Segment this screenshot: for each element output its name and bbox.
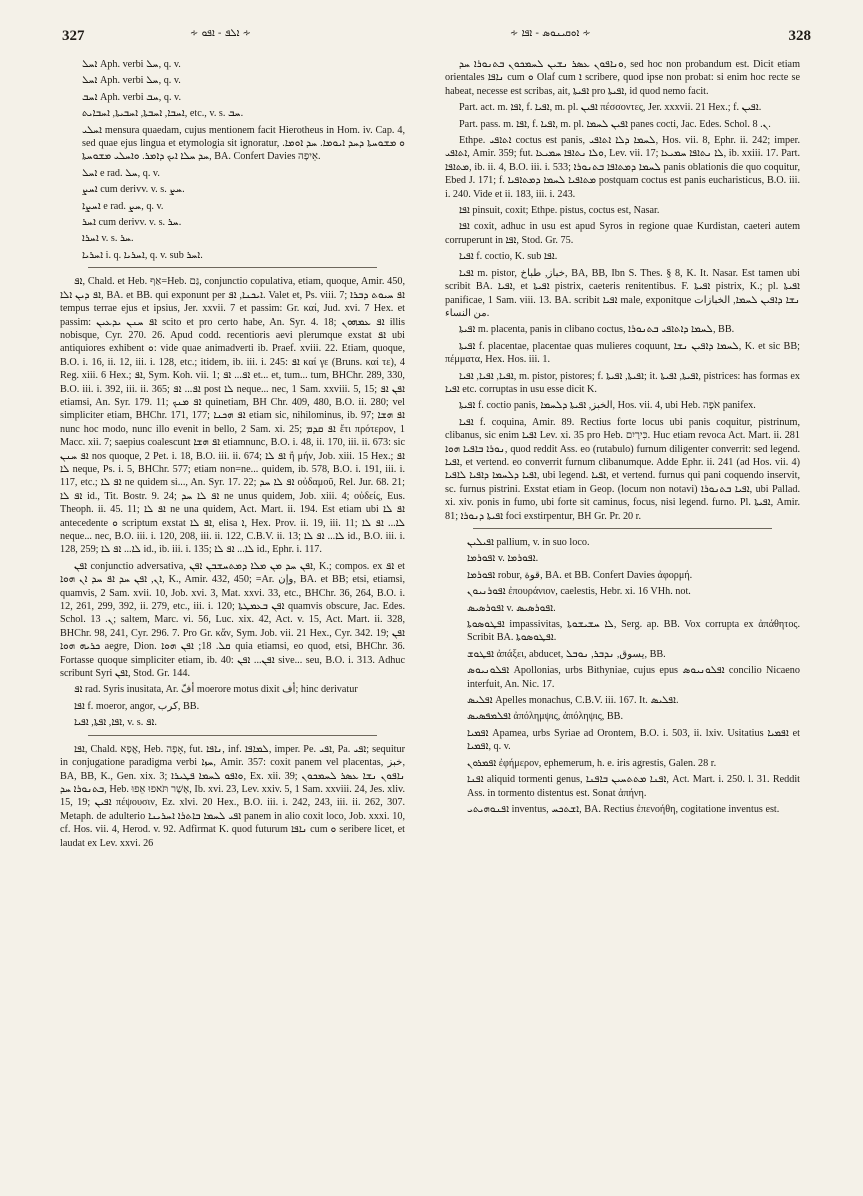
entry-apha: ܐܦܐ, Chald. אֲפָא, Heb. אָפָה, fut. ܢܐܦܐ, inf. ܠܡܐܦܐ, imper. Pe. ܐܦܝ, Pa. ܐܦܝ; sequitur in conjugatione paradigma verbi ܚܙܐ, Amir. 357: coxit panem vel placentas, خبز, BA, BB, K., Gen. xix. 3; ܘܐܦܘ ܠܚܡܐ ܦܛܝܪܐ, Ex. xii. 39; ܢܐܦܘܢ ܢܫܐ ܥܣܪ ܠܚܡܟܘܢ ܒܬܢܘܪܐ ܚܕ, Heb. אָשָׁר תֹּאפוּ אֵפוּ, Ib. xvi. 23, Lev. xxiv. 5, 1 Sam. xxviii. 24, Jes. xliv. 15, 19; ܐܦܝܢ πέψουσιν, Ez. xlvi. 20 Hex., B.O. iii. i. 242, 243, iii. ii. 262, 307. Metaph. de adulterio ܐܦܝ ܠܚܡܐ ܒܐܬܪܐ ܐܚܪܝܢܐ panem in alio coxit loco, Job. xxxi. 10, cf. Hos. vii. 4, Herod. v. 92. Adfirmat K. quod futurum ܢܐܦܐ cum ܘ seribere licet, et laudat ex Lev. xxvi. 26 [60, 743, 406, 849]
dictionary-entry: ܐܦܘܪܡܐ v. ܐܦܘܪܡܐ. [467, 553, 539, 565]
dictionary-paragraph: ܐܦܐ coxit, adhuc in usu est apud Syros in regione quae Kurdistan, caeteri autem corruperunt in ܐܦܐ, Stod. Gr. 75. [445, 221, 800, 246]
dictionary-paragraph: ܐܦܝܬܐ f. coctio panis, الخبز, ܐܦܝܬܐ ܕܠܚܡܐ, Hos. vii. 4, ubi Heb. אֹפֶה panifex. [459, 400, 756, 412]
dictionary-paragraph: ܐܦܢ conjunctio adversativa, ܐܦܢ ܚܕ ܡܢ ܡܠܐ ܕܡܬܚܫܒܢ ܐܦܢ, K.; compos. ex ܐܦ et ܐܢ, ܐܦܢ ܚܕ ܐܦ ܚܕ ܐܢ ܗܘܐ, K., Amir. 432, 450; =Ar. وإن, BA. et BB; etsi, etiamsi, quamvis, 2 Sam. xvii. 10, Job. xvi. 3, Mat. xxvi. 33, etc., BHChr. 36, 264, B.O. i. 12, 261, 299, 392, ii. 279, etc., iii. i. 120; ܐܦܢ ܒܥܡܛܬܐ quamvis obscure, Jac. Edes. Schol. ܢ. 13; saltem, Marc. vi. 56, Luc. xix. 42, Act. v. 15, Act. Mart. ii. 328, BHChr. 98, 241, Cyr. 296. 7. Pro Gr. κἄν, Sym. Job. vii. 21 Hex., Cyr. 342. 19; ܐܦܢ ܟܪܝܗ ܗܘܐ aegre, Dion. ܩܠ. 18; ܐܦܢ ܗܘܐ quia etiamsi, eo quod, etsi, BHChr. 36. Fortasse quoque simpliciter etiam, ib. 40: ܐܦܢ... ܐܦܢ sive... seu, B.O. i. 313. Adhuc scribunt Syri ܐܦܢ, Stod. Gr. 144. [60, 560, 406, 680]
left-page-number: 327 [62, 28, 85, 44]
left-paragraphs [60, 275, 405, 729]
section-rule [88, 267, 378, 268]
dictionary-paragraph: ܐܦܝܐ, ܐܦܝܐ, ܐܦܝܐ, m. pistor, pistores; f. ܐܦܝܬܐ, ܐܦܝܬܐ; it. ܐܦܝܬܐ, ܐܦܝܬܐ, pistrices: has formas ex ܐܦܝܐ etc. corruptas in usu esse dicit K. [445, 370, 800, 395]
section-rule [88, 735, 378, 736]
dictionary-entry: ܐܦܘܪܣܝܣ v. ܐܦܘܪܣܝܣ. [467, 602, 556, 614]
dictionary-entry: ܐܦܛܘܫ ἀπάξει, abducet, يسوق, ܢܕܒܪ, ܢܘܒܠ, BB. [467, 648, 666, 660]
dictionary-entry: ܐܦܠܝܣ Apelles monachus, C.B.V. iii. 167. It. ܐܦܠܝܣ. [467, 695, 679, 707]
dictionary-entry: ܐܚܨܐ e rad. ܚܨ, q. v. [82, 200, 164, 212]
dictionary-paragraph: ܐܦܐ f. moeror, angor, كرب, BB. [74, 700, 200, 712]
right-paragraphs [445, 58, 800, 523]
dictionary-paragraph: ܐܦܝܐ f. coquina, Amir. 89. Rectius forte locus ubi panis coquitur, pistrinum, clibanus, sic enim ܐܦܝܐ Lev. xi. 35 pro Heb. כִּירַיִם. Huc etiam revoca Act. Mart. ii. 281 ܢܘܪܐ ܒܐܦܝܐ ܗܘܐ, quod reddit Ass. eo (rutabulo) furnum diligenter converrit: sed legend. ܐܦܝܐ, et vertend. eo converrit furnum clibanumque. Adde Ephr. ii. 241 (ad Hos. vii. 4) ܐܦܝܐ ܕܠܚܡܐ ܕܐܦܝܐ ܠܐܦܝܐ, ubi legend. ܐܦܝܐ, et vertend. furnus qui pani coquendo inservit, sc. furnus pistrini. Exstat etiam in Geop. (locum non notavi) ܐܦܝܐ ܒܬܢܘܪܐ, ubi Pallad. xi. xiv. ponis in fumo, ubi forte sit caminus, focus, nisi legend. furno. Pl. ܐܦܝܬܐ, Amir. 81; ܐܦܝܬܐ ܕܢܘܪܐ foci exstirpentur, BH Gr. Pr. 20 r. [445, 416, 801, 522]
dictionary-paragraph: ܘܢܐܦܘܢ ܥܣܪ ܢܫܝܢ ܠܚܡܟܘܢ ܒܬܢܘܪܐ ܚܕ, sed hoc non probandum est. Dicit etiam orientales ܢܐܦܐ cum ܘ Olaf cum ܐ scribere, quod ipse non probat: si enim hoc recte se habeat, necesse est scribas, ait, ܐܦܝܬܐ pro ܐܦܝܬܐ, id quod nemo facit. [445, 59, 800, 97]
dictionary-entry: ܐܚܠ Aph. verbi ܚܠ, q. v. [82, 59, 181, 70]
dictionary-entry: ܐܚܠ Aph. verbi ܚܠ, q. v. [82, 75, 181, 87]
left-running-title: ∻ ܐܠܦ - ܐܦܘ ∻ [190, 28, 251, 39]
dictionary-entry: ܐܦܝܠܝܢ pallium, v. in suo loco. [467, 537, 590, 548]
dictionary-entry: ܐܦܠܘܢܝܘܣ Apollonias, urbs Bithyniae, cujus epus ܐܦܠܘܢܝܘܣ concilio Nicaeno interfuit, An. Nic. 17. [467, 665, 800, 690]
dictionary-entry: ܐܚܒ Aph. verbi ܚܒ, q. v. [82, 91, 182, 103]
right-short-entries [445, 536, 800, 816]
dictionary-paragraph: ܐܦ rad. Syris inusitata, Ar. أفّ moerore motus dixit أف; hinc derivatur [74, 684, 358, 696]
left-short-entries [60, 58, 405, 262]
dictionary-paragraph: Part. pass. m. ܐܦܐ, f. ܐܦܝܐ, m. pl. ܐܦܝܢ ܠܚܡܐ panes cocti, Jac. Edes. Schol. ܢ. 8. [459, 118, 771, 130]
dictionary-entry: ܐܚܠܝ mensura quaedam, cujus mentionem facit Hierotheus in Hom. iv. Cap. 4, sed quae ejus lingua et etymologia sit ignoratur, ܘ ܡܫܘܚܬܐ ܕܚܕ ܐܝܘܡܐ. ܚܕ ܐܘܡܐ. ܚܕ ܚܠܐ ܐܝܟ ܕܐܡܪ. ܘܐܚܠܝ ܡܫܘܚܬܐ, BA. Confert Davies אֵיפָה. [82, 124, 405, 163]
dictionary-paragraph: ܐܦܐ, ܐܦܬܐ, ܐܦܝܐ, v. s. ܐܦ. [74, 717, 157, 729]
dictionary-entry: ܐܦܡܪܘܢ ἐφήμερον, ephemerum, h. e. iris agrestis, Galen. 28 r. [467, 757, 717, 769]
dictionary-paragraph: ܐܦܝܬܐ f. placentae, placentae quas mulieres coquunt, ܠܚܡܐ ܕܐܦܝܢ ܢܫܐ, K. et sic BB; πέμματα, Hex. Hos. iii. 1. [445, 340, 800, 366]
right-running-title: ∻ ܐܘܩܝܢܘܣ - ܐܦܐ ∻ [510, 28, 591, 39]
dictionary-entry: ܐܚܪ cum derivv. v. s. ܚܪ. [82, 217, 182, 229]
dictionary-entry: ܐܦܢܐ aliquid tormenti genus, ܐܦܢܐ ܡܬܬܚܝܢ ܒܐܦܢܐ, Act. Mart. i. 250. l. 31. Reddit Ass. in tormento distentus est. Sonat ἀπήνη. [467, 774, 800, 799]
dictionary-entry: ܐܦܢܘܗܝܬܝ inventus, ܐܫܬܟܚ, BA. Rectius ἐπενοήθη, cogitatione inventus est. [467, 803, 780, 815]
dictionary-entry: ܐܦܛܘܣܘܬܐ impassivitas, ܠܐ ܚܫܝܫܘܬܐ, Serg. ap. BB. Vox corrupta ex ἀπάθητος. Scribit BA. ܐܦܛܘܣܘܬܐ. [467, 619, 801, 644]
dictionary-entry: ܐܚܪܝܐ i. q. ܐܚܪܝܐ, q. v. sub ܐܚܪ. [82, 249, 203, 261]
dictionary-paragraph: ܐܦܝܬܐ m. placenta, panis in clibano coctus, ܠܚܡܐ ܕܐܬܐܦܝ ܒܬܢܘܪܐ, BB. [459, 324, 735, 336]
dictionary-paragraph: Part. act. m. ܐܦܐ, f. ܐܦܝܐ, m. pl. ܐܦܝܢ πέσσοντες, Jer. xxxvii. 21 Hex.; f. ܐܦܝܢ. [459, 102, 762, 114]
dictionary-entry: ܐܚܨ cum derivv. v. s. ܚܨ. [82, 184, 185, 196]
dictionary-paragraph: Ethpe. ܐܬܐܦܝ coctus est panis, ܠܚܡܐ ܕܠܐ ܐܬܐܦܝ, Hos. vii. 8, Ephr. ii. 242; imper. ܐܬܐܦܝ, Amir. 359; fut. ܘܠܐ ܢܬܐܦܐ ܚܡܝܥܐ, Lev. vii. 17; ܠܐ ܢܬܐܦܐ ܚܡܝܥܐ, ib. xxiii. 17. Part. ܡܬܐܦܐ, ib. ii. 4, B.O. iii. i. 533; ܠܚܡܐ ܕܡܬܐܦܐ ܒܬܢܘܪܐ panis oblationis die quo coquitur, Ebed J. 171; f. ܡܬܐܦܝܐ ܠܚܡܐ ܕܡܬܐܦܝܐ postquam coctus est panis eucharisticus, B.O. iii. i. 240. Vide et ii. 183, iii. i. 243. [445, 135, 801, 200]
section-rule [473, 528, 771, 529]
dictionary-entry: ܐܚܪܐ v. s. ܚܪ. [82, 233, 134, 245]
dictionary-entry: ܐܦܘܪܡܐ robur, قوة, BA. et BB. Confert Davies ἀφορμή. [467, 569, 693, 581]
dictionary-paragraph: ܐܦܝܐ m. pistor, خباز, طباخ, BA, BB, Ibn S. Thes. § 8, K. It. Nasar. Est tamen ubi scribit BA. ܐܦܝܐ, et ܐܦܝܬܐ pistrix, caeteris renitentibus. F. ܐܦܝܬܐ pistrix, K.; pl. ܐܦܝܬܐ panificae, 1 Sam. viii. 13. BA. scribit ܐܦܝܐ male, exponitque ܢܫܐ ܕܐܦܝܢ ܠܚܡܐ, الخبازات من النساء. [445, 267, 800, 319]
dictionary-entry: ܐܦܡܝܐ Apamea, urbs Syriae ad Orontem, B.O. i. 503, ii. lxiv. Usitatius ܐܦܡܝܐ et ܐܦܡܝܐ, q. v. [467, 727, 800, 753]
left-column [60, 58, 405, 853]
right-page-number: 328 [788, 28, 811, 44]
dictionary-paragraph: ܐܦܝܐ f. coctio, K. sub ܐܦܐ. [459, 251, 558, 263]
dictionary-entry: ܐܚܒܐ, ܐܚܒܬܐ, ܐܚܒܝܬܐ, ܐܚܒܐܝܬ, etc., v. s. ܚܒ. [82, 108, 244, 120]
dictionary-entry: ܐܦܘܪܢܝܘܢ ἐπουράνιον, caelestis, Hebr. xi. 16 VHh. not. [467, 586, 691, 598]
dictionary-entry: ܐܦܠܡܦܣܝܣ ἀπόλημψις, ἀπόληψις, BB. [467, 711, 624, 723]
dictionary-paragraph: ܐܦܐ pinsuit, coxit; Ethpe. pistus, coctus est, Nasar. [459, 205, 660, 217]
dictionary-entry: ܐܚܠ e rad. ܚܠ, q. v. [82, 167, 160, 179]
dictionary-paragraph: ܐܦ, Chald. et Heb. אַף=Heb. גַּם, conjunctio copulativa, etiam, quoque, Amir. 450, ܐܦ ܕܝܢ ܐܠܐ, BA. et BB. qui exponunt per ܐܝܟܢܐ, ܐܦ. Valet et, Ps. viii. 7; ܐܦ ܚܝܘܬ ܕܒܪܐ tempus terrae ejus et ipsius, Jer. xxvii. 7 et passim: Gr. καί, Jud. xvi. 7 Hex. et passim: ܐܦ ܚܢܢ ܝܕܥܝܢ scito et pro certo habe, An. Syr. 4. 18; ܐܦ ܥܡܗܘܢ illis nobisque, Cyr. 270. 26. Apud codd. recentioris aevi plerumque exstat ܐܦ ubi antiquiores exhibent ܘ: vide quae animadverti ib. Praef. xviii. 22. Etiam, quoque, B.O. i. 16, ii. 12, iii. i. 128, etc.; itidem, ib. iii. i. 245: ܐܦ καί γε (Bruns. καί τε), 4 Reg. xiii. 6 Hex.; ܐܦ, Sym. Koh. vii. 1; ܐܦ... ܐܦ et... et, tum... tum, BHChr. 289, 330, B.O. iii. i. 392, iii. ii. 365; ܐܦ... ܐܦ post ܠܐ neque... nec, 1 Sam. xxviii. 5, 15; ܐܦܢ ܐܦ etiamsi, An. Syr. 179. 11; ܐܦ ܡܢܟ quinetiam, BH Chr. 409, 480, B.O. ii. 280; vel simpliciter etiam, BHChr. 171, 177; ܐܦ ܗܟܢܐ etiam sic, nihilominus, ib. 97; ܐܦ ܗܫܐ nunc hoc modo, nunc illo evenit in bello, 2 Sam. xi. 25; ܐܦ ܩܕܡ ἔτι πρότερον, 1 Macc. xii. 7; saepius coalescunt ܐܦ ܗܫܐ etiamnunc, B.O. i. 48, ii. 170, iii. ii. 673: sic ܐܦ ܚܢܢ nos quoque, 2 Pet. i. 18, B.O. iii. ii. 674; ܐܦ ܠܐ ἢ μήν, Job. xiii. 15 Hex.; ܐܦ ܠܐ neque, Ps. i. 5, BHChr. 577; etiam non=ne... quidem, ib. 578, B.O. i. 191, iii. i. 117, etc.; ܐܦ ܠܐ ne quidem si..., An. Syr. 17. 22; ܐܦ ܠܐ ܚܕ οὐδαμοῦ, Rel. Jur. 68. 21; ܐܦ ܠܐ id., Tit. Bostr. 9. 24; ܐܦ ܠܐ ܚܕ ne unus quidem, Job. xiii. 4; οὐδείς, Eus. Theoph. ii. 45. 11; ܐܦ ܠܐ ne una quidem, Act. Mart. ii. 194. Est etiam ubi ܐܦ ܠܐ antecedente ܘ scriptum exstat ܐܦ ܠܐ, elisa ܐ, Hex. Prov. ii. 19, iii. 11; ܠܐ... ܐܦ ܠܐ neque... nec, B.O. iii. i. 120, 208, iii. ii. 122, C.B.V. ii. 13; ܠܐ... ܐܦ ܠܐ id., B.O. iii. i. 128, 259; ܠܐ... ܐܦ ܠܐ id., ib. iii. i. 135; ܠܐ... ܐܦ ܠܐ id., Ephr. i. 117. [60, 276, 406, 556]
right-column [445, 58, 800, 819]
